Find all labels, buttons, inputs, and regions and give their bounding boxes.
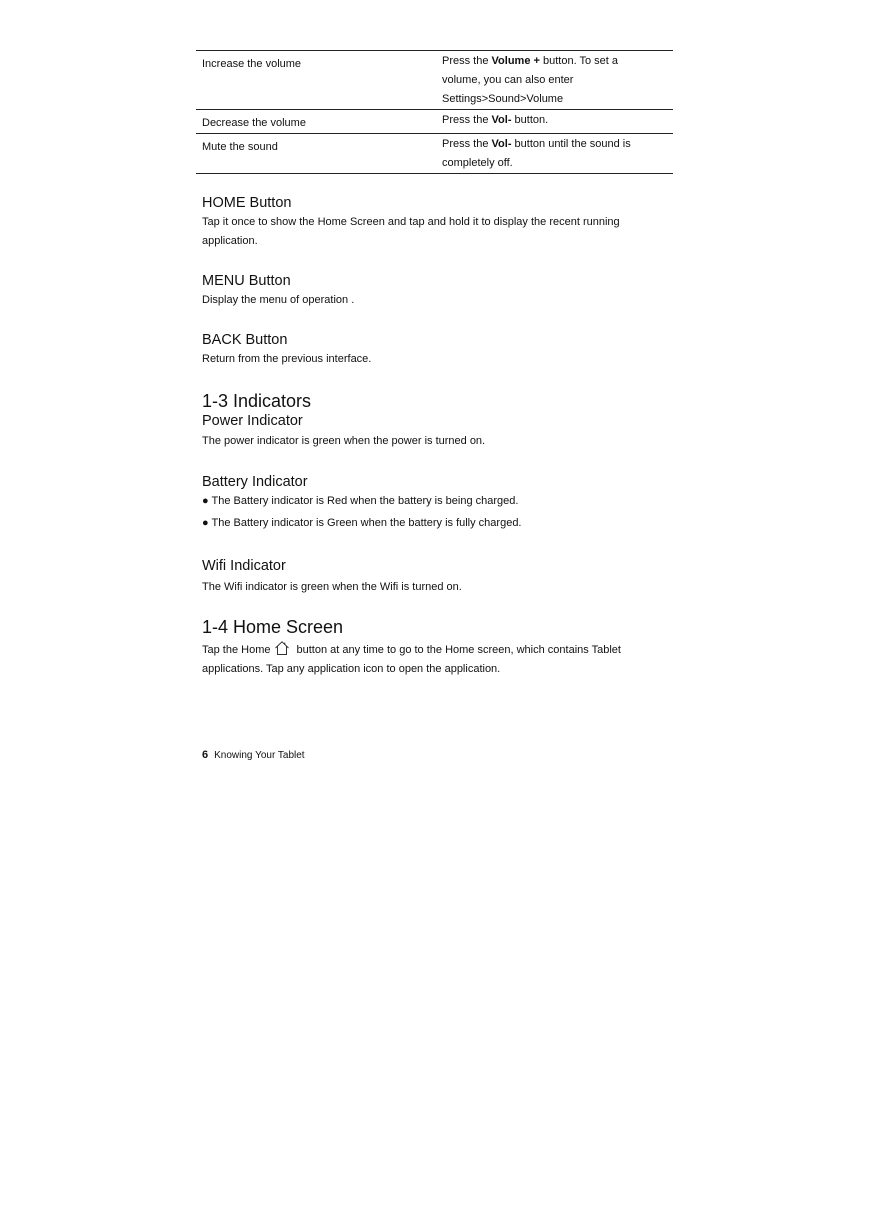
menu-button-text: Display the menu of operation . bbox=[202, 294, 355, 306]
wifi-indicator-heading: Wifi Indicator bbox=[202, 558, 286, 574]
page-number: 6 bbox=[202, 749, 209, 761]
indicators-heading: 1-3 Indicators bbox=[202, 391, 312, 411]
battery-indicator-item: ● The Battery indicator is Red when the battery is being charged. bbox=[202, 495, 519, 507]
desc-text: Press the bbox=[442, 114, 492, 126]
wifi-indicator-text: The Wifi indicator is green when the Wifi is turned on. bbox=[202, 581, 462, 593]
desc-text: button. bbox=[511, 114, 549, 126]
power-indicator-heading: Power Indicator bbox=[202, 413, 303, 429]
desc-text: button until the sound is completely off. bbox=[442, 138, 631, 169]
home-button-heading: HOME Button bbox=[202, 195, 292, 211]
desc-bold: Volume + bbox=[491, 55, 540, 67]
footer-section-title: Knowing Your Tablet bbox=[214, 750, 305, 761]
table-cell-description bbox=[442, 134, 673, 174]
desc-text: button. To set a volume, you can also enter Settings>Sound>Volume bbox=[442, 55, 619, 105]
volume-operations-table bbox=[196, 50, 673, 174]
back-button-heading: BACK Button bbox=[202, 332, 288, 348]
home-screen-text bbox=[196, 640, 673, 679]
table-cell-description bbox=[442, 110, 673, 134]
menu-button-heading: MENU Button bbox=[202, 273, 291, 289]
table-cell-action: Mute the sound bbox=[202, 141, 278, 153]
page-footer bbox=[202, 749, 305, 761]
table-cell-description bbox=[442, 51, 673, 110]
battery-indicator-heading: Battery Indicator bbox=[202, 474, 308, 490]
back-button-text: Return from the previous interface. bbox=[202, 353, 372, 365]
desc-text: Press the bbox=[442, 55, 492, 67]
table-row bbox=[196, 110, 673, 134]
desc-bold: Vol- bbox=[491, 114, 512, 126]
battery-indicator-item: ● The Battery indicator is Green when the battery is fully charged. bbox=[202, 517, 522, 529]
document-page bbox=[196, 50, 673, 679]
power-indicator-text: The power indicator is green when the power is turned on. bbox=[202, 435, 486, 447]
desc-text: Press the bbox=[442, 138, 492, 150]
home-icon bbox=[274, 640, 290, 656]
table-cell-action: Decrease the volume bbox=[202, 117, 306, 129]
desc-bold: Vol- bbox=[491, 138, 512, 150]
home-button-text: Tap it once to show the Home Screen and tap and hold it to display the recent running application. bbox=[202, 216, 620, 247]
home-screen-heading: 1-4 Home Screen bbox=[202, 617, 344, 637]
home-screen-text-post: button at any time to go to the Home screen, which contains Tablet applications. Tap any application icon to open the application. bbox=[202, 644, 621, 675]
table-row bbox=[196, 134, 673, 174]
table-cell-action: Increase the volume bbox=[202, 58, 302, 70]
home-screen-text-pre: Tap the Home bbox=[202, 644, 271, 656]
table-row bbox=[196, 51, 673, 110]
